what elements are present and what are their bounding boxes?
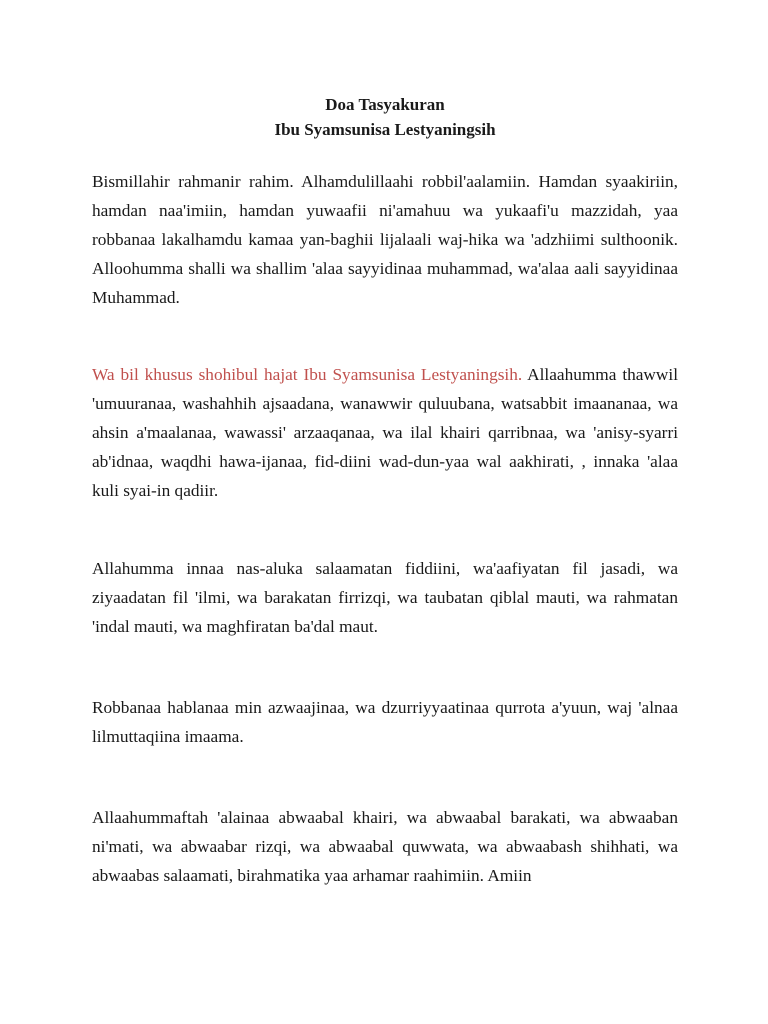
paragraph-prayer-family: Robbanaa hablanaa min azwaajinaa, wa dzurriyyaatinaa qurrota a'yuun, waj 'alnaa lilmuttaqiina imaama.: [92, 698, 678, 746]
paragraph-prayer-safety: Allahumma innaa nas-aluka salaamatan fiddiini, wa'aafiyatan fil jasadi, wa ziyaadatan fil 'ilmi, wa barakatan firrizqi, wa taubatan qiblal mauti, wa rahmatan 'indal mauti, wa maghfiratan ba'dal maut.: [92, 559, 678, 636]
paragraph-closing: Allaahummaftah 'alainaa abwaabal khairi, wa abwaabal barakati, wa abwaaban ni'mati, wa abwaabar rizqi, wa abwaabal quwwata, wa abwaabash shihhati, wa abwaabas salaamati, birahmatika yaa arhamar raahimiin. Amiin: [92, 808, 678, 885]
paragraph-special-intention: [92, 360, 678, 505]
paragraph-opening: Bismillahir rahmanir rahim. Alhamdulillaahi robbil'aalamiin. Hamdan syaakiriin, hamdan naa'imiin, hamdan yuwaafii ni'amahuu wa yukaafi'u mazzidah, yaa robbanaa lakalhamdu kamaa yan-baghii lijalaali waj-hika wa 'adzhiimi sulthoonik. Alloohumma shalli wa shallim 'alaa sayyidinaa muhammad, wa'alaa aali sayyidinaa Muhammad.: [92, 172, 678, 307]
document-title: Doa Tasyakuran: [325, 95, 445, 114]
paragraph-text: Allaahumma thawwil 'umuuranaa, washahhih ajsaadana, wanawwir quluubana, watsabbit imaananaa, wa ahsin a'maalanaa, wawassi' arzaaqanaa, wa ilal khairi qarribnaa, wa 'anisy-syarri ab'idnaa, waqdhi hawa-ijanaa, fid-diini wad-dun-yaa wal aakhirati, , innaka 'alaa kuli syai-in qadiir.: [92, 365, 678, 500]
title-block: [92, 92, 678, 142]
document-page: [92, 92, 678, 885]
highlighted-text: Wa bil khusus shohibul hajat Ibu Syamsunisa Lestyaningsih.: [92, 365, 523, 384]
document-subtitle: Ibu Syamsunisa Lestyaningsih: [274, 120, 496, 139]
